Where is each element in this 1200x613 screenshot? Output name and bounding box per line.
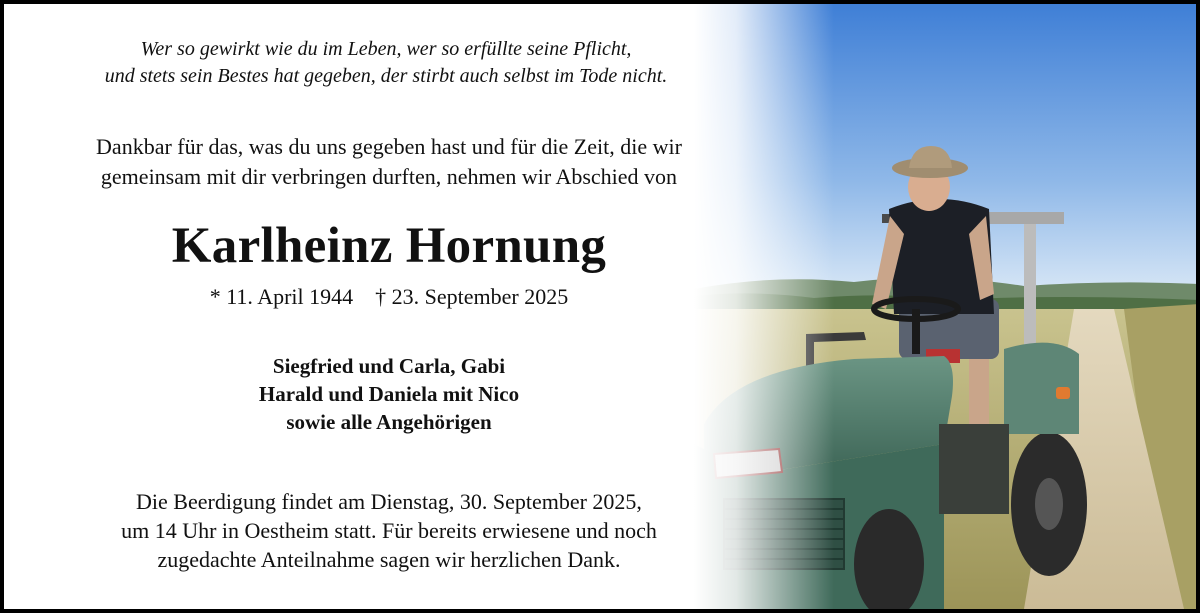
chassis — [939, 424, 1009, 514]
mourner-line: sowie alle Angehörigen — [286, 410, 492, 434]
intro-line: Dankbar für das, was du uns gegeben hast und für die Zeit, die wir — [96, 134, 682, 159]
text-column — [4, 4, 774, 609]
funeral-line: um 14 Uhr in Oestheim statt. Für bereits erwiesene und noch — [121, 518, 657, 543]
death-date: † 23. September 2025 — [375, 284, 569, 309]
mourner-line: Siegfried und Carla, Gabi — [272, 354, 506, 378]
birth-date: * 11. April 1944 — [209, 284, 354, 309]
life-dates — [4, 282, 774, 312]
poem-line: und stets sein Bestes hat gegeben, der stirbt auch selbst im Tode nicht. — [104, 65, 668, 87]
funeral-line: zugedachte Anteilnahme sagen wir herzlichen Dank. — [157, 547, 621, 572]
funeral-notice — [4, 487, 774, 574]
rear-light — [1056, 387, 1070, 399]
rear-wheel-hub — [1035, 478, 1063, 530]
funeral-line: Die Beerdigung findet am Dienstag, 30. September 2025, — [136, 489, 642, 514]
intro-line: gemeinsam mit dir verbringen durften, nehmen wir Abschied von — [100, 164, 678, 189]
mourner-line: Harald und Daniela mit Nico — [258, 382, 520, 406]
deceased-name: Karlheinz Hornung — [171, 218, 607, 274]
mourners-list — [4, 352, 774, 436]
steering-column — [912, 309, 920, 354]
poem-line: Wer so gewirkt wie du im Leben, wer so erfüllte seine Pflicht, — [140, 38, 632, 60]
rollbar-cap — [984, 212, 1064, 224]
memorial-poem — [4, 36, 774, 90]
farewell-intro — [4, 132, 774, 192]
